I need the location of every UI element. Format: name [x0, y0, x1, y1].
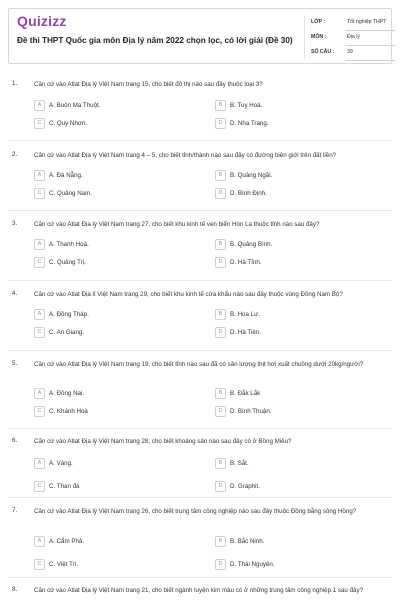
grade-label: LỚP : [311, 19, 326, 25]
option-b[interactable] [215, 238, 272, 250]
question-divider [8, 280, 392, 281]
option-letter: C [34, 118, 45, 129]
question-divider [8, 140, 392, 141]
option-d[interactable] [215, 256, 262, 268]
question-count-label: SỐ CÂU : [311, 49, 335, 55]
question-text: Căn cứ vào Atlat Địa lý Việt Nam trang 4 – 5, cho biết tỉnh/thành nào sau đây có đường biên giới trên đất liền? [34, 152, 337, 159]
option-b[interactable] [215, 457, 249, 469]
option-b[interactable] [215, 169, 272, 181]
question-text: Căn cứ vào Atlat Địa lý Việt Nam trang 19, cho biết tỉnh nào sau đã có sản lượng thịt hơi xuất chuồng dưới 20kg/người? [34, 361, 364, 368]
option-d[interactable] [215, 480, 260, 492]
option-letter: B [215, 239, 226, 250]
option-text: A. Cẩm Phả. [49, 537, 85, 545]
option-letter: A [34, 309, 45, 320]
question-number: 1. [12, 80, 18, 87]
option-text: D. Hà Tĩnh. [230, 258, 262, 266]
meta-row-subject [311, 32, 395, 47]
question-text: Căn cứ vào Atlat Địa lý Việt Nam trang 21, cho biết ngành luyện kim màu có ở những trung tâm công nghiệp 1 sau đây? [34, 587, 364, 594]
option-text: C. Việt Trì. [49, 560, 79, 568]
question-number: 8. [12, 586, 18, 593]
subject-label: MÔN : [311, 34, 327, 40]
option-a[interactable] [34, 238, 89, 250]
option-text: A. Thanh Hoá. [49, 240, 89, 248]
question-count-value: 39 [347, 49, 353, 55]
option-letter: C [34, 481, 45, 492]
question-divider [8, 350, 392, 351]
option-text: A. Đồng Nai. [49, 389, 85, 397]
option-text: D. Graphit. [230, 482, 260, 490]
question-number: 3. [12, 220, 18, 227]
option-text: D. Nha Trang. [230, 119, 269, 127]
question-divider [8, 210, 392, 211]
option-letter: A [34, 100, 45, 111]
option-d[interactable] [215, 405, 272, 417]
option-d[interactable] [215, 326, 261, 338]
question-number: 5. [12, 360, 18, 367]
option-text: A. Đà Nẵng. [49, 171, 83, 179]
question-number: 7. [12, 507, 18, 514]
option-letter: A [34, 536, 45, 547]
option-text: C. Quảng Trị. [49, 258, 86, 266]
option-b[interactable] [215, 308, 260, 320]
option-letter: C [34, 188, 45, 199]
option-text: C. Quy Nhơn. [49, 119, 88, 127]
option-letter: B [215, 536, 226, 547]
option-c[interactable] [34, 187, 92, 199]
option-text: A. Đồng Tháp. [49, 310, 89, 318]
meta-row-count [311, 47, 395, 62]
option-text: C. Quảng Nam. [49, 189, 92, 197]
question-count-underline [345, 60, 395, 61]
option-letter: D [215, 118, 226, 129]
option-c[interactable] [34, 117, 87, 129]
question-divider [8, 577, 392, 578]
option-text: C. Khánh Hoà [49, 407, 88, 415]
option-letter: C [34, 257, 45, 268]
option-text: B. Quảng Ngãi. [230, 171, 273, 179]
option-text: A. Vàng. [49, 459, 73, 467]
grade-underline [345, 30, 395, 31]
meta-row-grade [311, 17, 395, 32]
option-a[interactable] [34, 99, 100, 111]
document-title: Đề thi THPT Quốc gia môn Địa lý năm 2022 chọn lọc, có lời giải (Đề 30) [17, 36, 293, 45]
option-letter: A [34, 458, 45, 469]
option-text: D. Thái Nguyên. [230, 560, 275, 568]
question-divider [8, 428, 392, 429]
option-b[interactable] [215, 535, 264, 547]
option-a[interactable] [34, 387, 84, 399]
option-letter: C [34, 559, 45, 570]
header-divider [304, 15, 305, 59]
option-text: B. Sắt. [230, 459, 249, 467]
option-b[interactable] [215, 99, 262, 111]
meta-fields [311, 17, 395, 62]
question-text: Căn cứ vào Atlat Địa lý Việt Nam trang 15, cho biết đô thị nào sau đây thuộc loại 3? [34, 81, 263, 88]
question-number: 6. [12, 437, 18, 444]
option-c[interactable] [34, 480, 80, 492]
quizizz-logo: Quizizz [17, 13, 67, 29]
option-letter: A [34, 388, 45, 399]
option-letter: B [215, 458, 226, 469]
option-letter: D [215, 559, 226, 570]
grade-value: Tốt nghiệp THPT [347, 19, 387, 25]
option-d[interactable] [215, 117, 269, 129]
option-b[interactable] [215, 387, 260, 399]
question-text: Căn cứ vào Atlat Địa lý Việt Nam trang 28, cho biết khoáng sản nào sau đây có ở Bồng Miêu? [34, 438, 292, 445]
option-text: D. Bình Định. [230, 189, 267, 197]
option-a[interactable] [34, 535, 84, 547]
option-text: B. Tuy Hoà. [230, 101, 263, 109]
option-text: C. An Giang. [49, 328, 85, 336]
option-text: B. Hoa Lư. [230, 310, 260, 318]
option-letter: B [215, 388, 226, 399]
option-text: B. Đắk Lắk [230, 389, 261, 397]
option-c[interactable] [34, 256, 86, 268]
option-letter: B [215, 170, 226, 181]
header-left [17, 13, 299, 46]
question-text: Căn cứ vào Atlat Địa lí Việt Nam trang 29, cho biết khu kinh tế cửa khẩu nào sau đây thuộc vùng Đồng Nam Bộ? [34, 291, 343, 298]
option-c[interactable] [34, 326, 84, 338]
question-number: 4. [12, 290, 18, 297]
option-a[interactable] [34, 308, 89, 320]
option-letter: A [34, 170, 45, 181]
option-letter: C [34, 406, 45, 417]
option-c[interactable] [34, 405, 88, 417]
option-text: B. Quảng Bình. [230, 240, 273, 248]
option-letter: C [34, 327, 45, 338]
option-a[interactable] [34, 169, 83, 181]
option-text: B. Bắc Ninh. [230, 537, 265, 545]
option-letter: D [215, 481, 226, 492]
option-a[interactable] [34, 457, 73, 469]
question-divider [8, 497, 392, 498]
worksheet-header [8, 8, 392, 64]
option-letter: D [215, 257, 226, 268]
option-d[interactable] [215, 558, 275, 570]
option-text: C. Than đá [49, 482, 80, 490]
option-letter: D [215, 406, 226, 417]
option-text: D. Bình Thuận. [230, 407, 272, 415]
option-text: D. Hà Tiên. [230, 328, 261, 336]
option-letter: D [215, 188, 226, 199]
option-text: A. Buôn Ma Thuột. [49, 101, 101, 109]
option-d[interactable] [215, 187, 267, 199]
subject-underline [345, 45, 395, 46]
option-letter: B [215, 309, 226, 320]
option-letter: D [215, 327, 226, 338]
option-letter: A [34, 239, 45, 250]
option-letter: B [215, 100, 226, 111]
question-text: Căn cứ vào Atlat Địa lý Việt Nam trang 27, cho biết khu kinh tế ven biển Hòn La thuộc tỉnh nào sau đây? [34, 221, 320, 228]
option-c[interactable] [34, 558, 78, 570]
question-number: 2. [12, 151, 18, 158]
subject-value: Địa lý [347, 34, 360, 40]
question-text: Căn cứ vào Atlat Địa lý Việt Nam trang 26, cho biết trung tâm công nghiệp nào sau đây thuộc Đồng bằng sông Hồng? [34, 508, 357, 515]
